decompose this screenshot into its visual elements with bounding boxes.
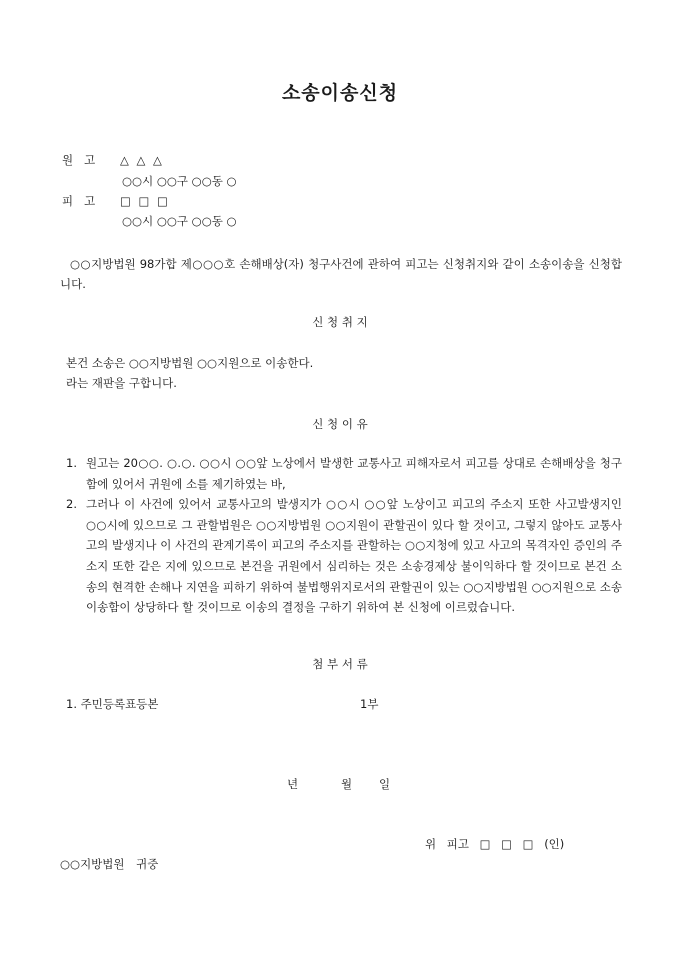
defendant-row: [62, 193, 170, 209]
date-day: 일: [379, 777, 391, 791]
reason-number: 1.: [66, 456, 77, 470]
attachment-count: 1부: [360, 697, 379, 711]
purpose-heading: 신 청 취 지: [312, 315, 368, 329]
attachment-number: 1.: [66, 697, 77, 711]
date-line: [287, 776, 390, 792]
defendant-label: 피 고: [62, 194, 96, 208]
plaintiff-name: △ △ △: [120, 153, 164, 167]
reason-text: 원고는 20○○. ○.○. ○○시 ○○앞 노상에서 발생한 교통사고 피해자로서 피고를 상대로 손해배상을 청구함에 있어서 귀원에 소를 제기하였는 바,: [86, 456, 622, 491]
attachments-heading: 첨 부 서 류: [312, 657, 368, 671]
reasons-list: [66, 453, 622, 618]
reason-text: 그러나 이 사건에 있어서 교통사고의 발생지가 ○○시 ○○앞 노상이고 피고의 주소지 또한 사고발생지인 ○○시에 있으므로 그 관할법원은 ○○지방법원 ○○지원이 관할권이 있다 할 것이고, 그렇지 않아도 교통사고의 발생지나 이 사건의 관계기록이 피고의 주소지를 관할하는 ○○지청에 있고 사고의 목격자인 증인의 주소지 또한 같은 지에 있으므로 본건을 귀원에서 심리하는 것은 소송경제상 불이익하다 할 것이므로 본건 소송의 현격한 손해나 지연을 피하기 위하여 불법행위지로서의 관할권이 있는 ○○지방법원 ○○지원으로 소송이송함이 상당하다 할 것이므로 이송의 결정을 구하기 위하여 본 신청에 이르렀습니다.: [86, 497, 622, 615]
purpose-line-1: 본건 소송은 ○○지방법원 ○○지원으로 이송한다.: [66, 356, 314, 370]
purpose-line-2: 라는 재판을 구합니다.: [66, 376, 177, 390]
reason-item: [66, 494, 622, 618]
attachment-item: [66, 696, 379, 712]
plaintiff-address: ○○시 ○○구 ○○동 ○: [122, 174, 237, 188]
defendant-address: ○○시 ○○구 ○○동 ○: [122, 214, 237, 228]
plaintiff-row: [62, 152, 164, 168]
defendant-name: □ □ □: [120, 194, 170, 208]
court-addressee: ○○지방법원 귀중: [60, 857, 159, 871]
date-month: 월: [341, 777, 353, 791]
intro-paragraph: ○○지방법원 98가합 제○○○호 손해배상(자) 청구사건에 관하여 피고는 신청취지와 같이 소송이송을 신청합니다.: [60, 257, 622, 291]
reason-item: [66, 453, 622, 494]
attachment-name: 주민등록표등본: [80, 697, 159, 711]
reason-number: 2.: [66, 497, 77, 512]
signature-line: 위 피고 □ □ □ (인): [425, 837, 565, 851]
date-year: 년: [287, 777, 299, 791]
reasons-heading: 신 청 이 유: [312, 417, 368, 431]
plaintiff-label: 원 고: [62, 153, 96, 167]
document-title: 소송이송신청: [281, 82, 399, 104]
